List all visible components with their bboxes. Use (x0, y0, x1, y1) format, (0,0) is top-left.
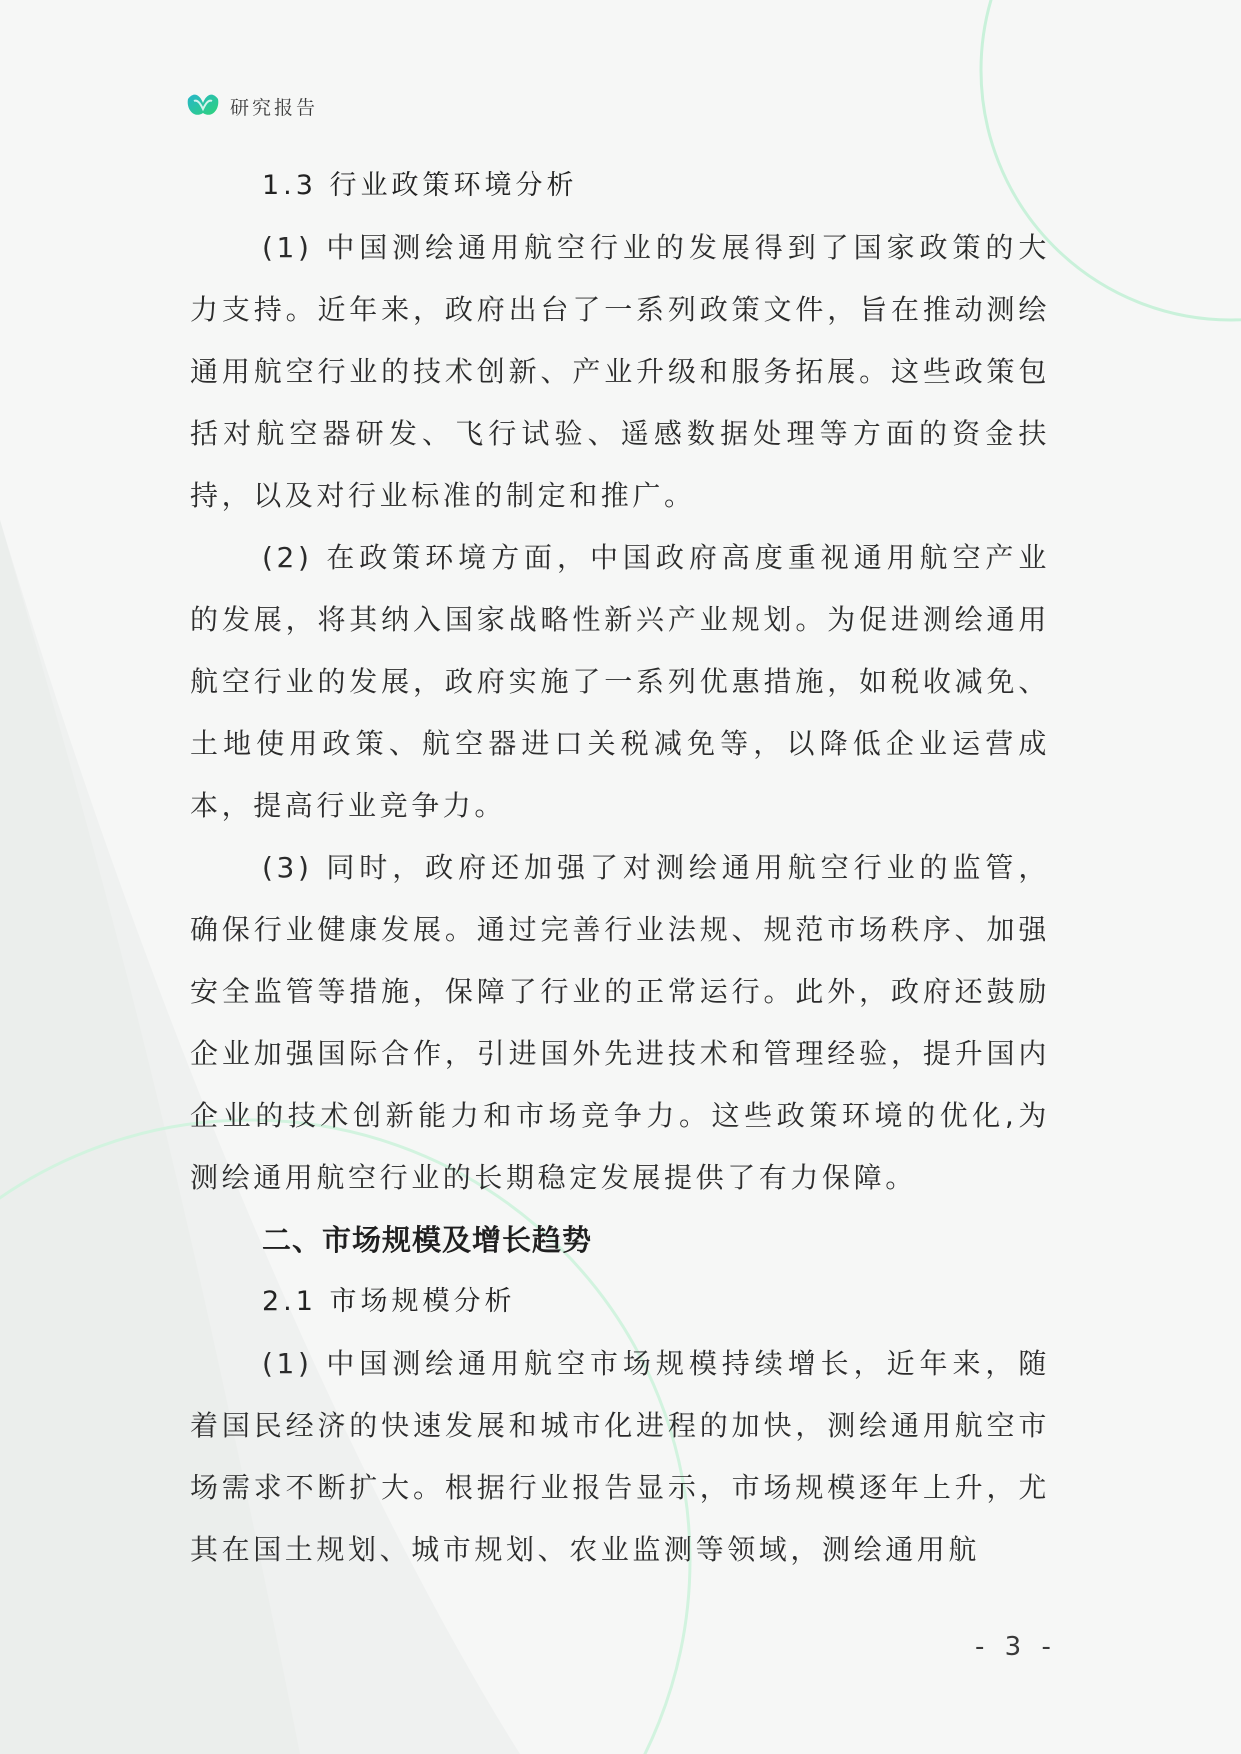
chapter-heading-2: 二、市场规模及增长趋势 (262, 1223, 593, 1257)
paragraph-policy-3: (3) 同时，政府还加强了对测绘通用航空行业的监管，确保行业健康发展。通过完善行业法规、规范市场秩序、加强安全监管等措施，保障了行业的正常运行。此外，政府还鼓励企业加强国际合作，引进国外先进技术和管理经验，提升国内企业的技术创新能力和市场竞争力。这些政策环境的优化,为测绘通用航空行业的长期稳定发展提供了有力保障。 (190, 851, 1050, 1194)
document-body (190, 155, 1050, 1581)
paragraph-policy-1: (1) 中国测绘通用航空行业的发展得到了国家政策的大力支持。近年来，政府出台了一系列政策文件，旨在推动测绘通用航空行业的技术创新、产业升级和服务拓展。这些政策包括对航空器研发、飞行试验、遥感数据处理等方面的资金扶持，以及对行业标准的制定和推广。 (190, 231, 1050, 512)
section-heading-2-1: 2.1 市场规模分析 (262, 1286, 516, 1317)
paragraph-market-1: (1) 中国测绘通用航空市场规模持续增长，近年来，随着国民经济的快速发展和城市化进程的加快，测绘通用航空市场需求不断扩大。根据行业报告显示，市场规模逐年上升，尤其在国土规划、城市规划、农业监测等领域，测绘通用航 (190, 1347, 1050, 1566)
brand-logo-icon (186, 91, 220, 121)
page-number: - 3 - (975, 1632, 1057, 1662)
paragraph-policy-2: (2) 在政策环境方面，中国政府高度重视通用航空产业的发展，将其纳入国家战略性新兴产业规划。为促进测绘通用航空行业的发展，政府实施了一系列优惠措施，如税收减免、土地使用政策、航空器进口关税减免等，以降低企业运营成本，提高行业竞争力。 (190, 541, 1050, 822)
report-header (186, 88, 318, 124)
section-heading-1-3: 1.3 行业政策环境分析 (262, 170, 578, 201)
header-title: 研究报告 (230, 96, 319, 119)
